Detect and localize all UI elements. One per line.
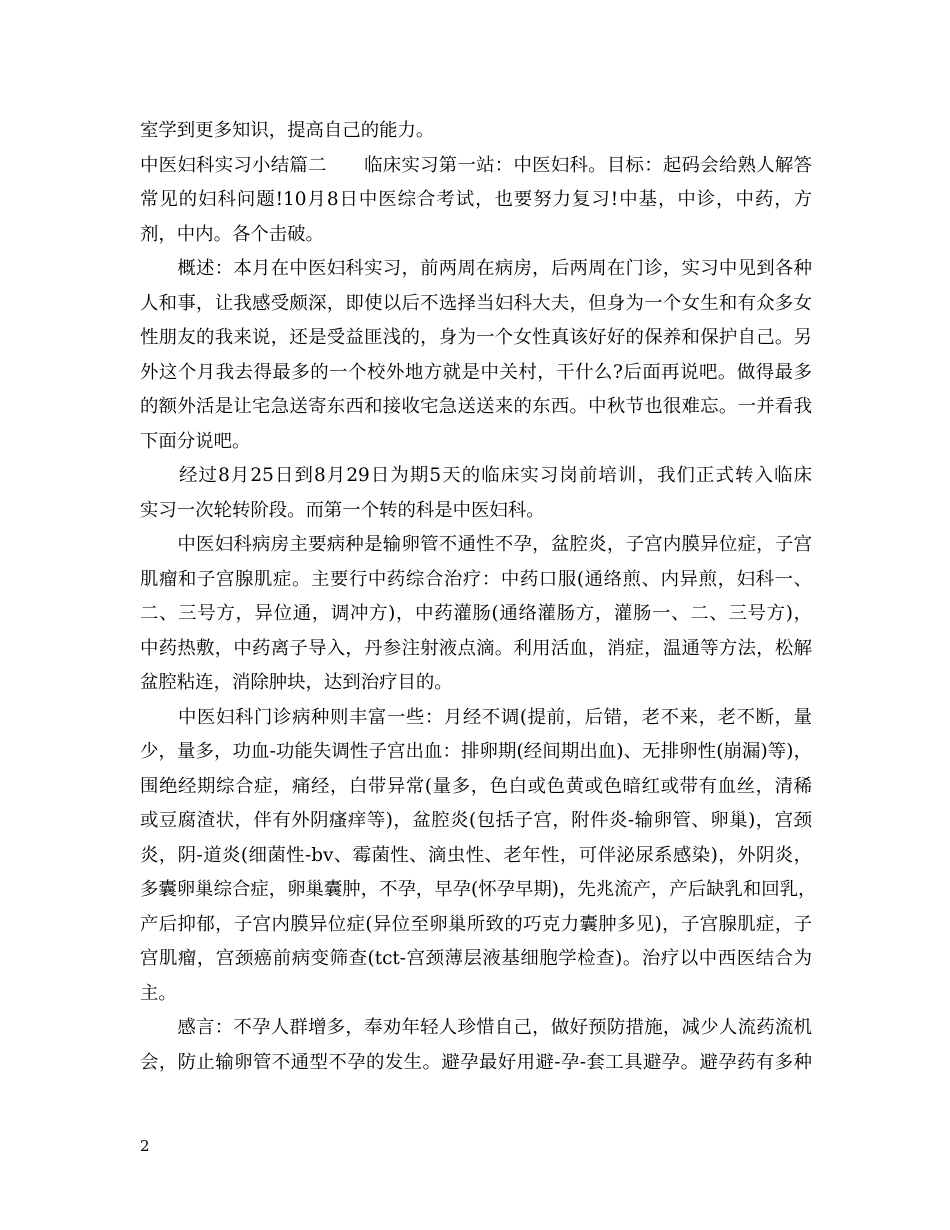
text-line: 炎，阴-道炎(细菌性-bv、霉菌性、滴虫性、老年性，可伴泌尿系感染)，外阴炎，: [140, 844, 812, 866]
document-body: [140, 114, 817, 1080]
text-line: 外这个月我去得最多的一个校外地方就是中关村，干什么?后面再说吧。做得最多: [140, 361, 812, 383]
text-line: 盆腔粘连，消除肿块，达到治疗目的。: [140, 672, 453, 693]
text-line: 人和事，让我感受颇深，即使以后不选择当妇科大夫，但身为一个女生和有众多女: [140, 292, 812, 314]
text-line: 会，防止输卵管不通型不孕的发生。避孕最好用避-孕-套工具避孕。避孕药有多种: [140, 1051, 812, 1073]
text-line: 常见的妇科问题!10月8日中医综合考试，也要努力复习!中基，中诊，中药，方: [140, 189, 812, 210]
page-number: 2: [140, 1137, 150, 1155]
text-line: 剂，中内。各个击破。: [140, 223, 324, 245]
text-line: 中药热敷，中药离子导入，丹参注射液点滴。利用活血，消症，温通等方法，松解: [140, 637, 812, 659]
text-line: 性朋友的我来说，还是受益匪浅的，身为一个女性真该好好的保养和保护自己。另: [140, 327, 812, 348]
text-line: 中医妇科实习小结篇二 临床实习第一站：中医妇科。目标：起码会给熟人解答: [140, 154, 812, 176]
text-line: 中医妇科病房主要病种是输卵管不通性不孕，盆腔炎，子宫内膜异位症，子宫: [140, 534, 812, 555]
text-line: 宫肌瘤，宫颈癌前病变筛查(tct-宫颈薄层液基细胞学检查)。治疗以中西医结合为: [140, 948, 812, 969]
text-line: 概述：本月在中医妇科实习，前两周在病房，后两周在门诊，实习中见到各种: [140, 258, 812, 279]
text-line: 围绝经期综合症，痛经，白带异常(量多，色白或色黄或色暗红或带有血丝，清稀: [140, 775, 812, 797]
text-line: 肌瘤和子宫腺肌症。主要行中药综合治疗：中药口服(通络煎、内异煎，妇科一、: [140, 568, 812, 590]
text-line: 产后抑郁，子宫内膜异位症(异位至卵巢所致的巧克力囊肿多见)，子宫腺肌症，子: [140, 913, 812, 935]
text-line: 的额外活是让宅急送寄东西和接收宅急送送来的东西。中秋节也很难忘。一并看我: [140, 396, 812, 417]
text-line: 实习一次轮转阶段。而第一个转的科是中医妇科。: [140, 499, 545, 521]
text-line: 主。: [140, 982, 177, 1004]
text-line: 或豆腐渣状，伴有外阴瘙痒等)，盆腔炎(包括子宫，附件炎-输卵管、卵巢)，宫颈: [140, 810, 812, 831]
text-line: 室学到更多知识，提高自己的能力。: [140, 120, 435, 141]
text-line: 下面分说吧。: [140, 430, 251, 452]
text-line: 中医妇科门诊病种则丰富一些：月经不调(提前，后错，老不来，老不断，量: [140, 706, 812, 728]
text-line: 经过8月25日到8月29日为期5天的临床实习岗前培训，我们正式转入临床: [140, 465, 812, 486]
text-line: 少，量多，功血-功能失调性子宫出血：排卵期(经间期出血)、无排卵性(崩漏)等)，: [140, 741, 812, 762]
text-line: 感言：不孕人群增多，奉劝年轻人珍惜自己，做好预防措施，减少人流药流机: [140, 1017, 812, 1038]
text-line: 多囊卵巢综合症，卵巢囊肿，不孕，早孕(怀孕早期)，先兆流产，产后缺乳和回乳，: [140, 879, 817, 900]
text-line: 二、三号方，异位通，调冲方)，中药灌肠(通络灌肠方，灌肠一、二、三号方)，: [140, 603, 812, 624]
